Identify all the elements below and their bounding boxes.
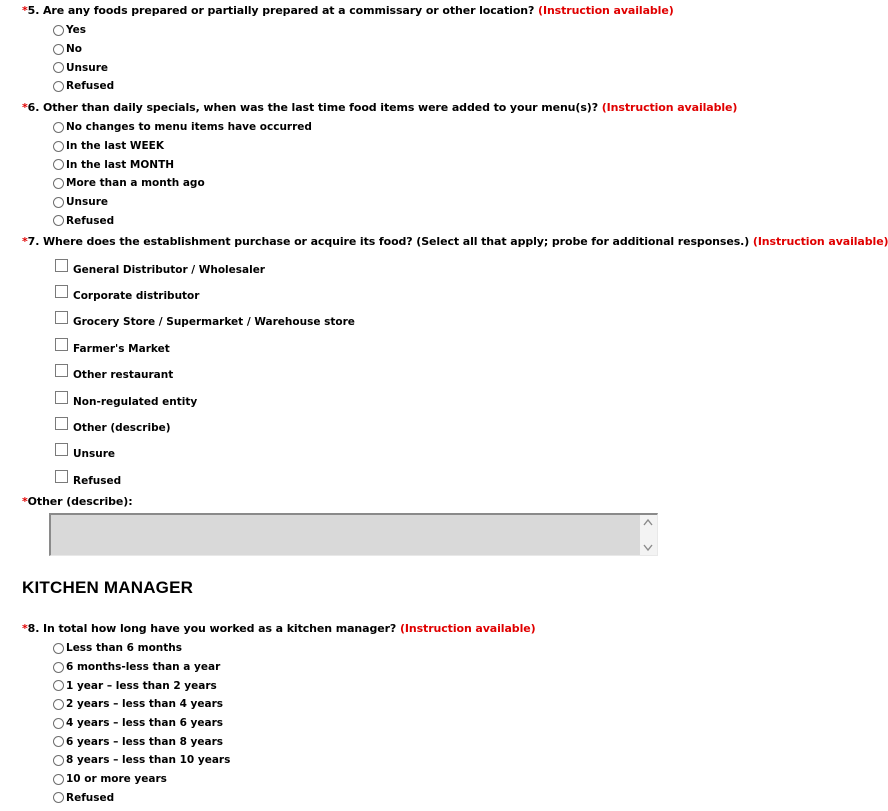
option-label: Other restaurant — [73, 369, 174, 382]
option-label: Unsure — [73, 448, 116, 461]
question-6 — [22, 101, 737, 114]
radio-option[interactable] — [53, 714, 230, 733]
radio-button[interactable] — [53, 197, 64, 208]
option-label: Unsure — [66, 61, 109, 74]
instruction-link[interactable]: (Instruction available) — [601, 101, 738, 114]
question-text: 6. Other than daily specials, when was the last time food items were added to your menu(s)? — [27, 101, 599, 114]
instruction-link[interactable]: (Instruction available) — [752, 235, 888, 248]
checkbox-option[interactable] — [55, 386, 355, 412]
option-label: Refused — [66, 214, 115, 227]
radio-button[interactable] — [53, 718, 64, 729]
option-label: 1 year – less than 2 years — [66, 679, 217, 692]
required-mark: * — [22, 622, 28, 635]
radio-button[interactable] — [53, 44, 64, 55]
option-label: 2 years – less than 4 years — [66, 698, 224, 711]
question-5 — [22, 4, 674, 17]
radio-button[interactable] — [53, 81, 64, 92]
radio-option[interactable] — [53, 695, 230, 714]
option-label: Corporate distributor — [73, 290, 200, 303]
option-label: General Distributor / Wholesaler — [73, 263, 265, 276]
checkbox[interactable] — [55, 311, 68, 324]
radio-option[interactable] — [53, 58, 114, 77]
checkbox-option[interactable] — [55, 307, 355, 333]
checkbox-option[interactable] — [55, 439, 355, 465]
textarea-scrollbar[interactable] — [640, 515, 657, 555]
radio-option[interactable] — [53, 751, 230, 770]
radio-option[interactable] — [53, 174, 312, 193]
checkbox[interactable] — [55, 443, 68, 456]
radio-option[interactable] — [53, 770, 230, 789]
radio-option[interactable] — [53, 77, 114, 96]
checkbox-option[interactable] — [55, 333, 355, 359]
radio-option[interactable] — [53, 118, 312, 137]
option-label: No changes to menu items have occurred — [66, 121, 312, 134]
q7-options — [55, 254, 355, 492]
radio-option[interactable] — [53, 155, 312, 174]
radio-button[interactable] — [53, 792, 64, 803]
checkbox-option[interactable] — [55, 280, 355, 306]
radio-option[interactable] — [53, 789, 230, 808]
radio-button[interactable] — [53, 699, 64, 710]
option-label: 8 years – less than 10 years — [66, 754, 231, 767]
checkbox-option[interactable] — [55, 412, 355, 438]
radio-button[interactable] — [53, 122, 64, 133]
checkbox[interactable] — [55, 364, 68, 377]
option-label: No — [66, 43, 83, 56]
option-label: Grocery Store / Supermarket / Warehouse store — [73, 316, 355, 329]
option-label: Refused — [73, 474, 122, 487]
checkbox[interactable] — [55, 259, 68, 272]
field-label: Other (describe): — [27, 495, 133, 508]
question-text: 5. Are any foods prepared or partially prepared at a commissary or other location? — [27, 4, 535, 17]
radio-option[interactable] — [53, 193, 312, 212]
radio-button[interactable] — [53, 25, 64, 36]
chevron-down-icon[interactable] — [643, 541, 653, 553]
checkbox[interactable] — [55, 285, 68, 298]
radio-option[interactable] — [53, 211, 312, 230]
required-mark: * — [22, 101, 28, 114]
checkbox[interactable] — [55, 391, 68, 404]
radio-button[interactable] — [53, 215, 64, 226]
option-label: Other (describe) — [73, 422, 171, 435]
option-label: 6 months-less than a year — [66, 661, 221, 674]
checkbox[interactable] — [55, 470, 68, 483]
radio-button[interactable] — [53, 178, 64, 189]
instruction-link[interactable]: (Instruction available) — [538, 4, 674, 17]
question-7 — [22, 235, 888, 248]
q6-options — [53, 118, 312, 230]
radio-button[interactable] — [53, 774, 64, 785]
radio-button[interactable] — [53, 755, 64, 766]
checkbox-option[interactable] — [55, 465, 355, 491]
q5-options — [53, 21, 114, 96]
option-label: Farmer's Market — [73, 342, 170, 355]
radio-option[interactable] — [53, 40, 114, 59]
question-text: 8. In total how long have you worked as a kitchen manager? — [27, 622, 397, 635]
question-8 — [22, 622, 536, 635]
radio-button[interactable] — [53, 680, 64, 691]
required-mark: * — [22, 235, 28, 248]
radio-option[interactable] — [53, 658, 230, 677]
q8-options — [53, 639, 230, 807]
instruction-link[interactable]: (Instruction available) — [399, 622, 536, 635]
radio-option[interactable] — [53, 639, 230, 658]
radio-option[interactable] — [53, 676, 230, 695]
option-label: In the last WEEK — [66, 140, 164, 153]
radio-option[interactable] — [53, 21, 114, 40]
radio-option[interactable] — [53, 137, 312, 156]
checkbox[interactable] — [55, 417, 68, 430]
option-label: Refused — [66, 791, 115, 804]
checkbox[interactable] — [55, 338, 68, 351]
option-label: In the last MONTH — [66, 158, 175, 171]
radio-button[interactable] — [53, 159, 64, 170]
radio-button[interactable] — [53, 662, 64, 673]
option-label: Yes — [66, 24, 87, 37]
question-text: 7. Where does the establishment purchase or acquire its food? (Select all that apply; probe for additional responses.) — [27, 235, 750, 248]
option-label: Unsure — [66, 196, 109, 209]
radio-button[interactable] — [53, 736, 64, 747]
chevron-up-icon[interactable] — [643, 517, 653, 529]
option-label: Non-regulated entity — [73, 395, 198, 408]
option-label: More than a month ago — [66, 177, 205, 190]
checkbox-option[interactable] — [55, 254, 355, 280]
section-title: KITCHEN MANAGER — [22, 578, 194, 597]
other-describe-label — [22, 495, 133, 508]
option-label: 10 or more years — [66, 773, 167, 786]
option-label: 6 years – less than 8 years — [66, 735, 224, 748]
radio-button[interactable] — [53, 62, 64, 73]
radio-option[interactable] — [53, 732, 230, 751]
checkbox-option[interactable] — [55, 360, 355, 386]
other-describe-textarea[interactable] — [49, 513, 658, 556]
option-label: 4 years – less than 6 years — [66, 717, 224, 730]
required-mark: * — [22, 495, 28, 508]
option-label: Less than 6 months — [66, 642, 183, 655]
radio-button[interactable] — [53, 141, 64, 152]
required-mark: * — [22, 4, 28, 17]
radio-button[interactable] — [53, 643, 64, 654]
option-label: Refused — [66, 80, 115, 93]
